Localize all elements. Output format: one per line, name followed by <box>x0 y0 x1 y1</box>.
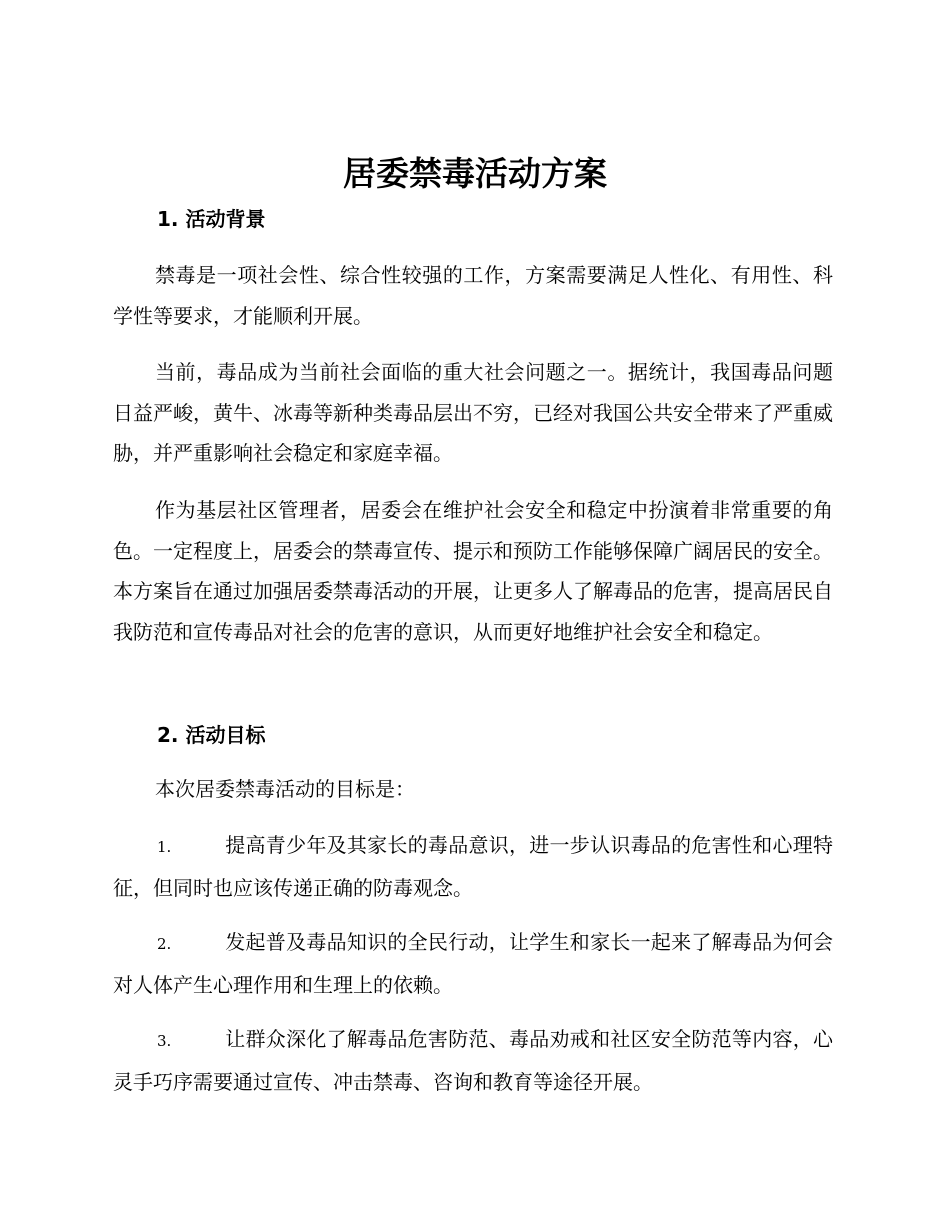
paragraph: 当前，毒品成为当前社会面临的重大社会问题之一。据统计，我国毒品问题日益严峻，黄牛、冰毒等新种类毒品层出不穷，已经对我国公共安全带来了严重威胁，并严重影响社会稳定和家庭幸福。 <box>113 360 833 465</box>
list-item <box>113 922 833 1005</box>
paragraph: 作为基层社区管理者，居委会在维护社会安全和稳定中扮演着非常重要的角色。一定程度上，居委会的禁毒宣传、提示和预防工作能够保障广阔居民的安全。本方案旨在通过加强居委禁毒活动的开展，让更多人了解毒品的危害，提高居民自我防范和宣传毒品对社会的危害的意识，从而更好地维护社会安全和稳定。 <box>113 498 833 644</box>
list-item-text: 提高青少年及其家长的毒品意识，进一步认识毒品的危害性和心理特征，但同时也应该传递正确的防毒观念。 <box>113 833 833 900</box>
list-item <box>113 1019 833 1102</box>
section-heading-goals: 2. 活动目标 <box>157 723 266 747</box>
list-item <box>113 825 833 908</box>
list-item-text: 发起普及毒品知识的全民行动，让学生和家长一起来了解毒品为何会对人体产生心理作用和生理上的依赖。 <box>113 930 833 997</box>
list-item-number: 2. <box>157 935 172 953</box>
list-item-number: 1. <box>157 838 172 856</box>
goals-intro: 本次居委禁毒活动的目标是： <box>155 777 415 801</box>
list-item-number: 3. <box>157 1032 172 1050</box>
paragraph: 禁毒是一项社会性、综合性较强的工作，方案需要满足人性化、有用性、科学性等要求，才能顺利开展。 <box>113 263 833 328</box>
section-heading-background: 1. 活动背景 <box>157 207 266 231</box>
list-item-text: 让群众深化了解毒品危害防范、毒品劝戒和社区安全防范等内容，心灵手巧序需要通过宣传、冲击禁毒、咨询和教育等途径开展。 <box>113 1027 833 1094</box>
document-title: 居委禁毒活动方案 <box>343 154 607 193</box>
